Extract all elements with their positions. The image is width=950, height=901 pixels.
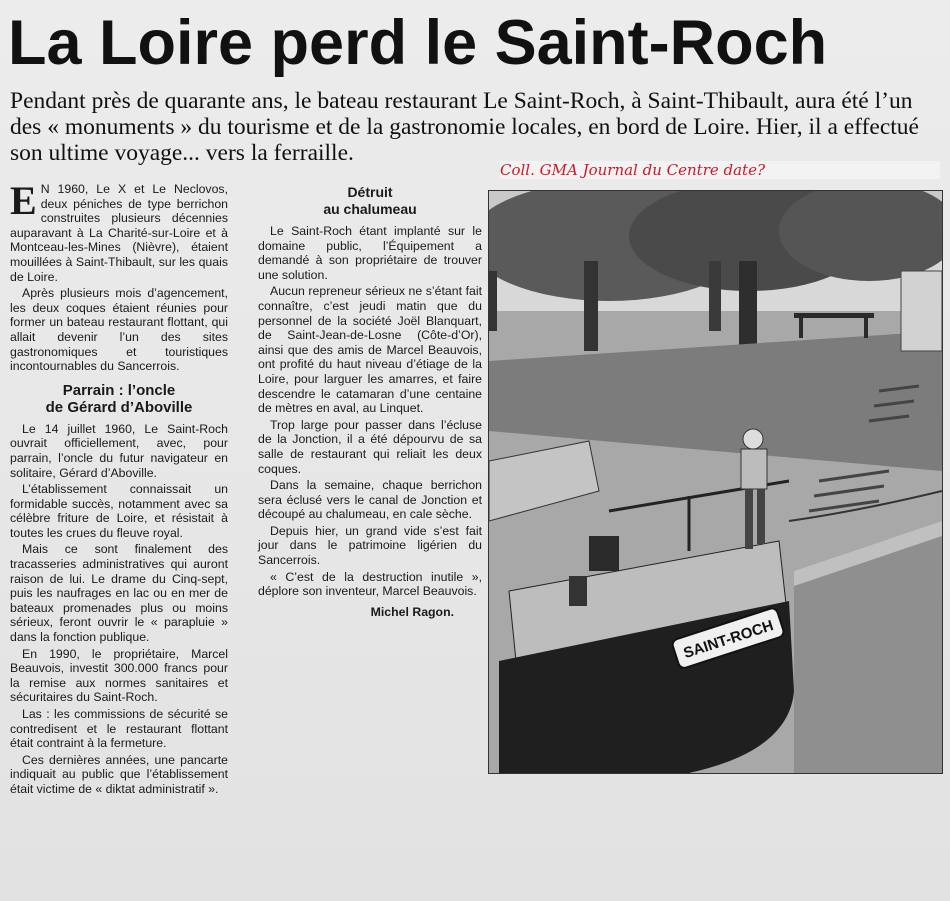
paragraph-intro: E N 1960, Le X et Le Neclovos, deux péniches de type berrichon construites plusieurs décennies auparavant à La Charité-sur-Loire et à Montceau-les-Mines (Nièvre), étaient mouillées à Saint-Thibault, sur les quais de Loire. [10, 178, 228, 284]
paragraph: Le Saint-Roch étant implanté sur le domaine public, l’Équipement a demandé à son propriétaire de trouver une solution. [258, 224, 482, 282]
dropcap: E [10, 178, 37, 223]
article-column-1 [10, 178, 228, 799]
paragraph: Dans la semaine, chaque berrichon sera éclusé vers le canal de Jonction et découpé au chalumeau, en cale sèche. [258, 478, 482, 522]
boat-photo-illustration [489, 191, 942, 773]
paragraph: Trop large pour passer dans l’écluse de la Jonction, il a été dépourvu de sa salle de restaurant qui reliait les deux coques. [258, 417, 482, 476]
paragraph: Après plusieurs mois d’agencement, les deux coques étaient réunies pour former un bateau restaurant flottant, qui allait devenir l’un des sites gastronomiques et touristiques incontournables du Sancerrois. [10, 286, 228, 374]
paragraph: Aucun repreneur sérieux ne s’étant fait connaître, c’est jeudi matin que du personnel de la société Joël Blanquart, de Saint-Jean-de-Losne (Côte-d’Or), ainsi que des amis de Marcel Beauvois, ont profité du haut niveau d’étiage de la Loire, pour larguer les amarres, et faire descendre le catamaran d’une centaine de mètres en aval, au Linquet. [258, 284, 482, 416]
boat-nameplate-text: SAINT-ROCH [681, 617, 776, 663]
subheading-detruit: Détruit au chalumeau [323, 184, 417, 217]
article-column-2 [258, 184, 482, 619]
subheading-parrain: Parrain : l’oncle de Gérard d’Aboville [45, 381, 193, 416]
paragraph: L’établissement connaissait un formidable succès, notamment avec sa célèbre friture de Loire, et résistait à toutes les crues du fleuve royal. [10, 482, 228, 540]
author-signature: Michel Ragon. [370, 604, 454, 619]
paragraph: Ces dernières années, une pancarte indiquait au public que l’établissement était victime de « diktat administratif ». [10, 752, 228, 796]
boat-photo [488, 190, 943, 774]
paragraph: Las : les commissions de sécurité se contredisent et le restaurant flottant était contraint à la fermeture. [10, 707, 228, 751]
paragraph: En 1990, le propriétaire, Marcel Beauvois, investit 300.000 francs pour la remise aux normes sanitaires et sécuritaires du Saint-Roch. [10, 646, 228, 705]
headline: La Loire perd le Saint-Roch [8, 8, 828, 78]
lead-paragraph: Pendant près de quarante ans, le bateau restaurant Le Saint-Roch, à Saint-Thibault, aura été l’un des « monuments » du tourisme et de la gastronomie locales, en bord de Loire. Hier, il a effectué son ultime voyage... vers la ferraille. [10, 88, 919, 166]
paragraph: Mais ce sont finalement des tracasseries administratives qui auront raison de lui. Le drame du Cinq-sept, puis les naufrages en lac ou en mer de bateaux promenades plus ou moins sérieux, feront ouvrir le « parapluie » dans la fonction publique. [10, 542, 228, 645]
paragraph: Depuis hier, un grand vide s’est fait jour dans le patrimoine ligérien du Sancerrois. [258, 523, 482, 568]
paragraph: « C’est de la destruction inutile », déplore son inventeur, Marcel Beauvois. [258, 569, 482, 599]
handwritten-annotation: Coll. GMA Journal du Centre date? [500, 161, 940, 179]
paragraph: Le 14 juillet 1960, Le Saint-Roch ouvrait officiellement, avec, pour parrain, l’oncle du futur navigateur en solitaire, Gérard d’Aboville. [10, 421, 228, 480]
